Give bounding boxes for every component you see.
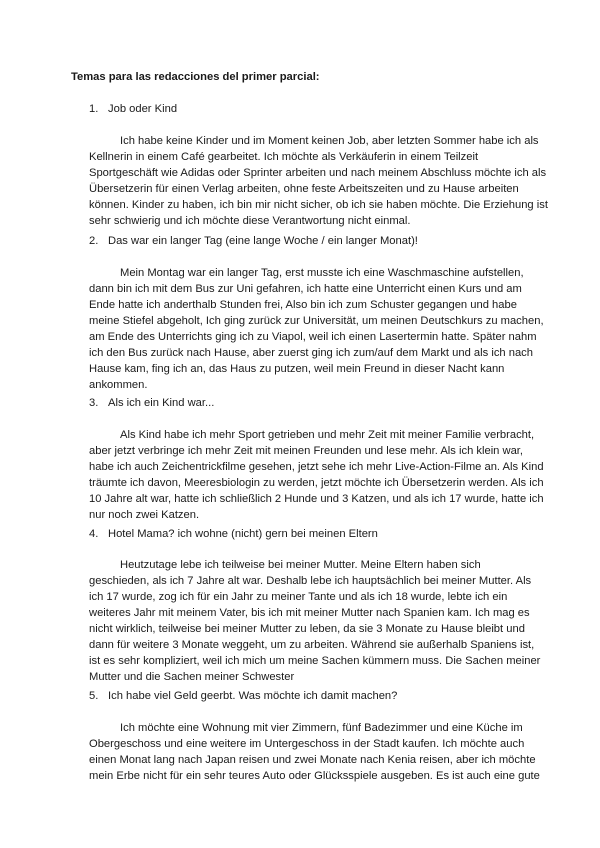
- section-heading-text: Ich habe viel Geld geerbt. Was möchte ich damit machen?: [108, 690, 398, 702]
- paragraph-line: meine Stiefel abgeholt, Ich ging zurück zur Universität, um meinen Deutschkurs zu machen,: [89, 315, 544, 327]
- section-number: 5.: [89, 690, 99, 702]
- paragraph-line: am Ende des Unterrichts ging ich zu Viapol, weil ich einen Lasertermin hatte. Später nahm: [89, 331, 537, 343]
- paragraph-line: einen Monat lang nach Japan reisen und zwei Monate nach Kenia reisen, aber ich möchte: [89, 754, 536, 766]
- section-number: 4.: [89, 528, 99, 540]
- section-heading-text: Als ich ein Kind war...: [108, 397, 215, 409]
- paragraph-line: Übersetzerin für einen Verlag arbeiten, ohne feste Arbeitszeiten und zu Hause arbeiten: [89, 183, 519, 195]
- paragraph-line: weiteres Jahr mit meinem Vater, bis ich mit meiner Mutter nach Spanien kam. Ich mag es: [89, 607, 530, 619]
- paragraph-line: können. Kinder zu haben, ich bin mir nicht sicher, ob ich sie haben möchte. Die Erziehung ist: [89, 199, 548, 211]
- section-number: 3.: [89, 397, 99, 409]
- paragraph-line: Ich habe keine Kinder und im Moment keinen Job, aber letzten Sommer habe ich als: [120, 135, 539, 147]
- section-4-heading: [89, 526, 378, 542]
- paragraph-line: sehr schwierig und ich möchte diese Verantwortung nicht einmal.: [89, 215, 411, 227]
- section-3-paragraph: [89, 427, 544, 523]
- paragraph-line: Sportgeschäft wie Adidas oder Sprinter arbeiten und nach meinem Abschluss möchte ich als: [89, 167, 547, 179]
- paragraph-line: Heutzutage lebe ich teilweise bei meiner Mutter. Meine Eltern haben sich: [120, 559, 481, 571]
- paragraph-line: ich den Bus zurück nach Hause, aber zuerst ging ich zum/auf dem Markt und als ich nach: [89, 347, 533, 359]
- section-2-paragraph: [89, 265, 544, 393]
- section-4-paragraph: [89, 557, 541, 685]
- section-heading-text: Das war ein langer Tag (eine lange Woche / ein langer Monat)!: [108, 235, 418, 247]
- paragraph-line: aber jetzt verbringe ich mehr Zeit mit meinen Freunden und lese mehr. Als ich klein war,: [89, 445, 524, 457]
- section-5-paragraph: [89, 720, 540, 784]
- paragraph-line: nur noch zwei Katzen.: [89, 509, 200, 521]
- section-5-heading: [89, 688, 397, 704]
- paragraph-line: ist es sehr kompliziert, weil ich mich um meine Sachen kümmern muss. Die Sachen meiner: [89, 655, 541, 667]
- section-heading-text: Job oder Kind: [108, 103, 178, 115]
- paragraph-line: geschieden, als ich 7 Jahre alt war. Deshalb lebe ich hauptsächlich bei meiner Mutter. Als: [89, 575, 532, 587]
- paragraph-line: Obergeschoss und eine weitere im Untergeschoss in der Stadt kaufen. Ich möchte auch: [89, 738, 525, 750]
- section-3-heading: [89, 395, 214, 411]
- paragraph-line: 10 Jahre alt war, hatte ich schließlich 2 Hunde und 3 Katzen, und als ich 17 wurde, hatte ich: [89, 493, 544, 505]
- paragraph-line: mein Erbe nicht für ein sehr teures Auto oder Glücksspiele ausgeben. Es ist auch eine gute: [89, 770, 540, 782]
- paragraph-line: Ich möchte eine Wohnung mit vier Zimmern, fünf Badezimmer und eine Küche im: [120, 722, 523, 734]
- paragraph-line: ankommen.: [89, 379, 148, 391]
- paragraph-line: dann bin ich mit dem Bus zur Uni gefahren, ich hatte eine Unterricht einen Kurs und am: [89, 283, 522, 295]
- section-1-heading: [89, 101, 177, 117]
- paragraph-line: träumte ich davon, Meeresbiologin zu werden, jetzt möchte ich Übersetzerin werden. Als ich: [89, 477, 544, 489]
- paragraph-line: Mein Montag war ein langer Tag, erst musste ich eine Waschmaschine aufstellen,: [120, 267, 524, 279]
- paragraph-line: habe ich auch Zeichentrickfilme gesehen, jetzt sehe ich mehr Live-Action-Filme an. Als Kind: [89, 461, 544, 473]
- section-1-paragraph: [89, 133, 548, 229]
- paragraph-line: Mutter und die Sachen meiner Schwester: [89, 671, 295, 683]
- paragraph-line: Ende hatte ich anderthalb Stunden frei, Also bin ich zum Schuster gegangen und habe: [89, 299, 517, 311]
- paragraph-line: Hause kam, fing ich an, das Haus zu putzen, weil mein Freund in dieser Nacht kann: [89, 363, 505, 375]
- paragraph-line: nicht wirklich, teilweise bei meiner Mutter zu leben, da sie 3 Monate zu Hause bleibt und: [89, 623, 525, 635]
- paragraph-line: Kellnerin in einem Café gearbeitet. Ich möchte als Verkäuferin in einem Teilzeit: [89, 151, 479, 163]
- document-title: Temas para las redacciones del primer parcial:: [71, 71, 320, 83]
- section-2-heading: [89, 233, 418, 249]
- section-number: 2.: [89, 235, 99, 247]
- section-heading-text: Hotel Mama? ich wohne (nicht) gern bei meinen Eltern: [108, 528, 378, 540]
- paragraph-line: ich 17 wurde, zog ich für ein Jahr zu meiner Tante und als ich 18 wurde, lebte ich ein: [89, 591, 508, 603]
- paragraph-line: Als Kind habe ich mehr Sport getrieben und mehr Zeit mit meiner Familie verbracht,: [120, 429, 535, 441]
- paragraph-line: dann für weitere 3 Monate weggeht, um zu arbeiten. Während sie außerhalb Spaniens ist,: [89, 639, 535, 651]
- section-number: 1.: [89, 103, 99, 115]
